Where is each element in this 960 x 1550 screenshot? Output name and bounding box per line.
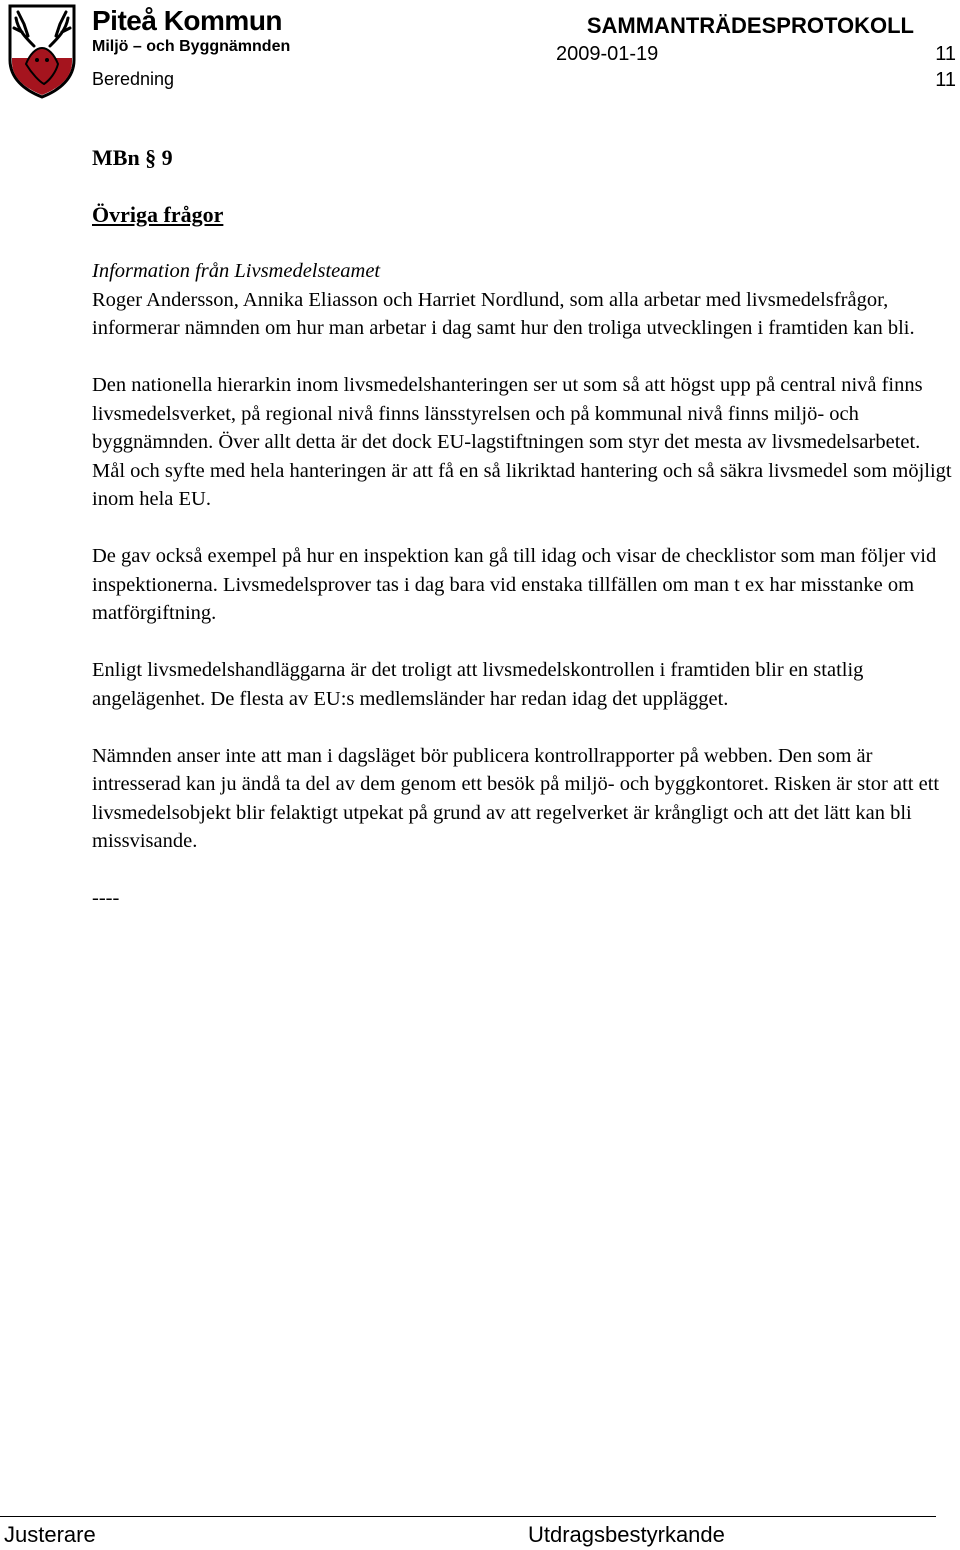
paragraph-number: MBn § 9 [92, 145, 173, 170]
page-number-secondary: 11 [935, 69, 956, 91]
footer-divider [0, 1516, 936, 1517]
document-type: SAMMANTRÄDESPROTOKOLL [586, 13, 914, 38]
section-label: Beredning [92, 69, 175, 89]
page-number: 11 [935, 43, 956, 65]
body-paragraph: De gav också exempel på hur en inspektion kan gå till idag och visar de checklistor som man följer vid inspektionerna. Livsmedelsprover tas i dag bara vid enstaka tillfällen om man t ex har misstanke om matförgiftning. [92, 545, 937, 624]
section-heading: Övriga frågor [92, 201, 224, 227]
protocol-body [92, 144, 952, 913]
body-paragraph: Enligt livsmedelshandläggarna är det troligt att livsmedelskontrollen i framtiden blir en statlig angelägenhet. De flesta av EU:s medlemsländer har redan idag det upplägget. [92, 659, 864, 710]
end-marker: ---- [92, 887, 120, 909]
footer-utdragsbestyrkande: Utdragsbestyrkande [528, 1522, 725, 1547]
organization-name: Piteå Kommun [92, 5, 283, 36]
body-paragraph: Den nationella hierarkin inom livsmedelshanteringen ser ut som så att högst upp på central nivå finns livsmedelsverket, på regional nivå finns länsstyrelsen och på kommunal nivå finns miljö- och byggnämnden. Över allt detta är det dock EU-lagstiftningen som styr det mesta av livsmedelsarbetet. Mål och syfte med hela hanteringen är att få en så likriktad hantering och så säkra livsmedel som möjligt inom hela EU. [92, 374, 952, 510]
department-name: Miljö – och Byggnämnden [92, 38, 291, 55]
body-paragraph: Nämnden anser inte att man i dagsläget bör publicera kontrollrapporter på webben. Den som är intresserad kan ju ändå ta del av dem genom ett besök på miljö- och byggkontoret. Risken är stor att ett livsmedelsobjekt blir felaktigt utpekat på grund av att regelverket är krångligt och att det lätt kan bli missvisande. [92, 744, 940, 852]
footer-justerare: Justerare [4, 1522, 96, 1547]
body-paragraph: Roger Andersson, Annika Eliasson och Harriet Nordlund, som alla arbetar med livsmedelsfrågor, informerar nämnden om hur man arbetar i dag samt hur den troliga utvecklingen i framtiden kan bli. [92, 288, 915, 339]
reindeer-shield-icon [4, 2, 80, 100]
document-date: 2009-01-19 [556, 43, 659, 65]
subheading: Information från Livsmedelsteamet [92, 260, 381, 282]
